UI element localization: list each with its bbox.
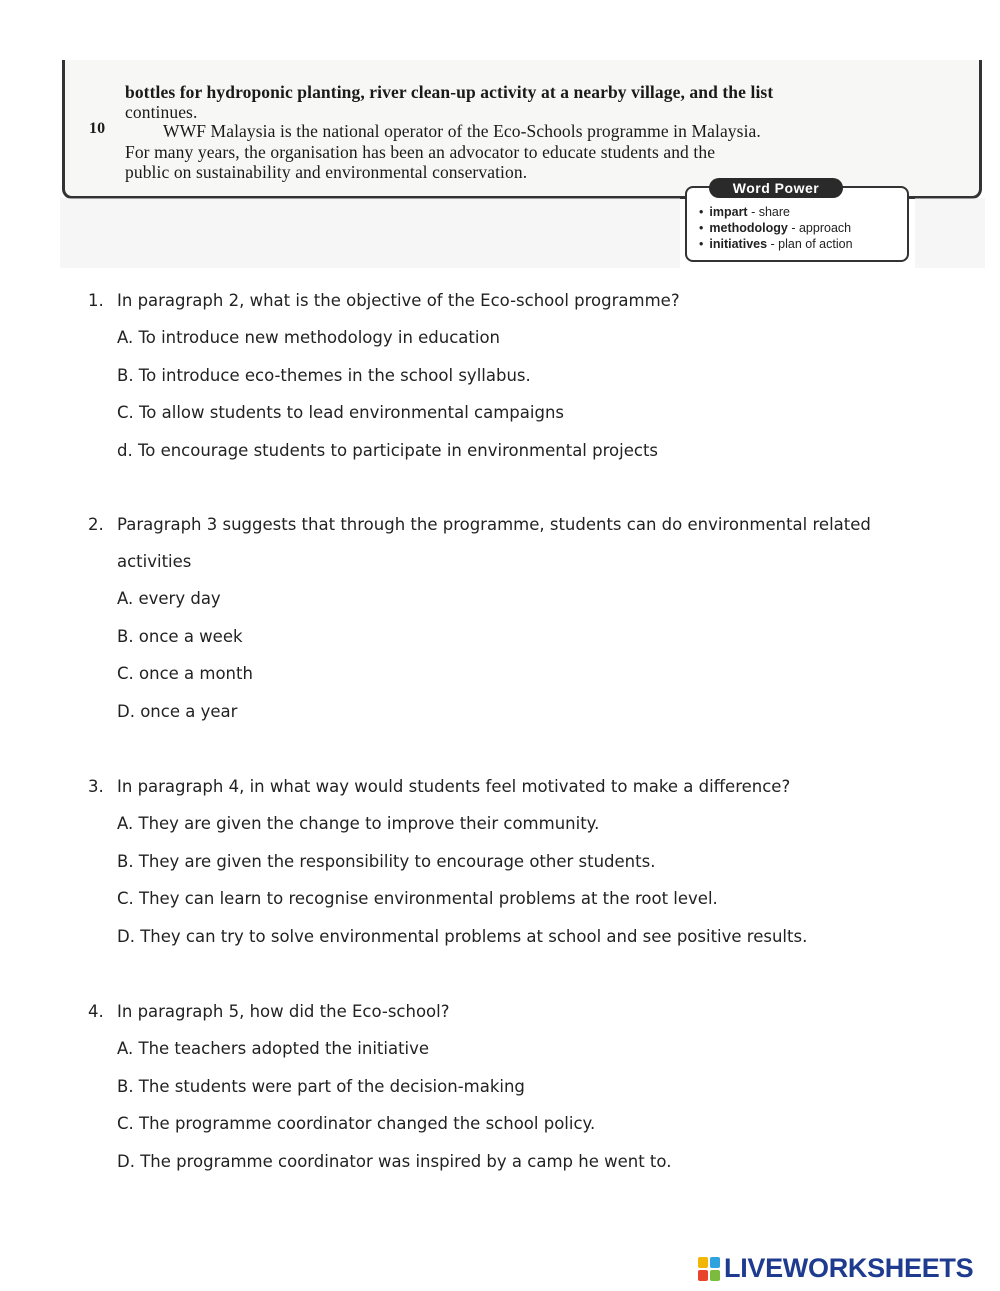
question-text: In paragraph 4, in what way would students feel motivated to make a difference?	[117, 777, 791, 796]
word-power-term: methodology	[709, 221, 788, 235]
question-number: 1.	[88, 291, 104, 310]
passage-line: WWF Malaysia is the national operator of the Eco-Schools programme in Malaysia.	[163, 121, 761, 141]
question-stem	[88, 768, 948, 805]
passage-line: bottles for hydroponic planting, river clean-up activity at a nearby village, and the list	[125, 82, 774, 102]
logo-text: LIVEWORKSHEETS	[724, 1253, 974, 1283]
word-power-title: Word Power	[709, 178, 843, 198]
logo-block	[698, 1270, 708, 1281]
answer-option[interactable]: D. once a year	[117, 701, 238, 721]
answer-option[interactable]: A. They are given the change to improve their community.	[117, 814, 600, 833]
word-power-definition: - plan of action	[767, 237, 853, 251]
answer-option[interactable]: A. every day	[117, 589, 221, 608]
answer-options	[88, 319, 948, 469]
passage-line: continues.	[125, 102, 198, 122]
question-3	[88, 768, 948, 955]
faded-scan-area	[60, 198, 680, 268]
answer-option[interactable]: C. They can learn to recognise environmental problems at the root level.	[117, 889, 718, 908]
passage-line: For many years, the organisation has been an advocator to educate students and the	[125, 142, 716, 162]
liveworksheets-logo[interactable]	[698, 1253, 973, 1284]
answer-option[interactable]: C. To allow students to lead environmental campaigns	[117, 403, 565, 422]
word-power-item	[699, 236, 853, 252]
answer-option[interactable]: B. once a week	[117, 626, 243, 646]
question-4	[88, 993, 948, 1180]
answer-options	[88, 580, 888, 730]
scanned-passage	[62, 60, 982, 199]
paragraph-number: 10	[89, 120, 106, 137]
question-number: 3.	[88, 777, 104, 796]
answer-option[interactable]: d. To encourage students to participate in environmental projects	[117, 440, 659, 460]
logo-block	[710, 1257, 720, 1268]
word-power-item	[699, 220, 853, 236]
word-power-definition: - approach	[787, 221, 852, 235]
logo-block	[710, 1270, 720, 1281]
faded-scan-area	[915, 198, 985, 268]
question-stem	[88, 282, 948, 319]
word-power-term: impart	[709, 205, 748, 219]
answer-option[interactable]: B. The students were part of the decision-making	[117, 1076, 525, 1096]
answer-option[interactable]: B. They are given the responsibility to encourage other students.	[117, 851, 656, 871]
answer-options	[88, 805, 948, 955]
answer-option[interactable]: D. They can try to solve environmental problems at school and see positive results.	[117, 926, 808, 946]
answer-options	[88, 1030, 948, 1180]
answer-option[interactable]: C. once a month	[117, 664, 253, 683]
logo-blocks-icon	[698, 1257, 720, 1281]
answer-option[interactable]: A. The teachers adopted the initiative	[117, 1039, 430, 1058]
passage-line: public on sustainability and environmental conservation.	[125, 162, 528, 182]
word-power-definition: - share	[747, 205, 790, 219]
question-1	[88, 282, 948, 469]
word-power-item	[699, 204, 853, 220]
question-text: In paragraph 5, how did the Eco-school?	[117, 1002, 450, 1021]
word-power-list	[699, 204, 853, 252]
question-stem	[88, 993, 948, 1030]
word-power-box	[685, 180, 909, 262]
answer-option[interactable]: A. To introduce new methodology in education	[117, 328, 501, 347]
question-2	[88, 506, 888, 730]
question-number: 4.	[88, 1002, 104, 1021]
logo-block	[698, 1257, 708, 1268]
word-power-term: initiatives	[709, 237, 768, 251]
question-stem	[88, 506, 888, 580]
question-text: In paragraph 2, what is the objective of the Eco-school programme?	[117, 291, 680, 310]
answer-option[interactable]: C. The programme coordinator changed the school policy.	[117, 1114, 596, 1133]
question-number: 2.	[88, 515, 104, 534]
answer-option[interactable]: B. To introduce eco-themes in the school syllabus.	[117, 365, 531, 385]
answer-option[interactable]: D. The programme coordinator was inspired by a camp he went to.	[117, 1151, 672, 1171]
question-text: Paragraph 3 suggests that through the programme, students can do environmental related activities	[117, 515, 871, 571]
